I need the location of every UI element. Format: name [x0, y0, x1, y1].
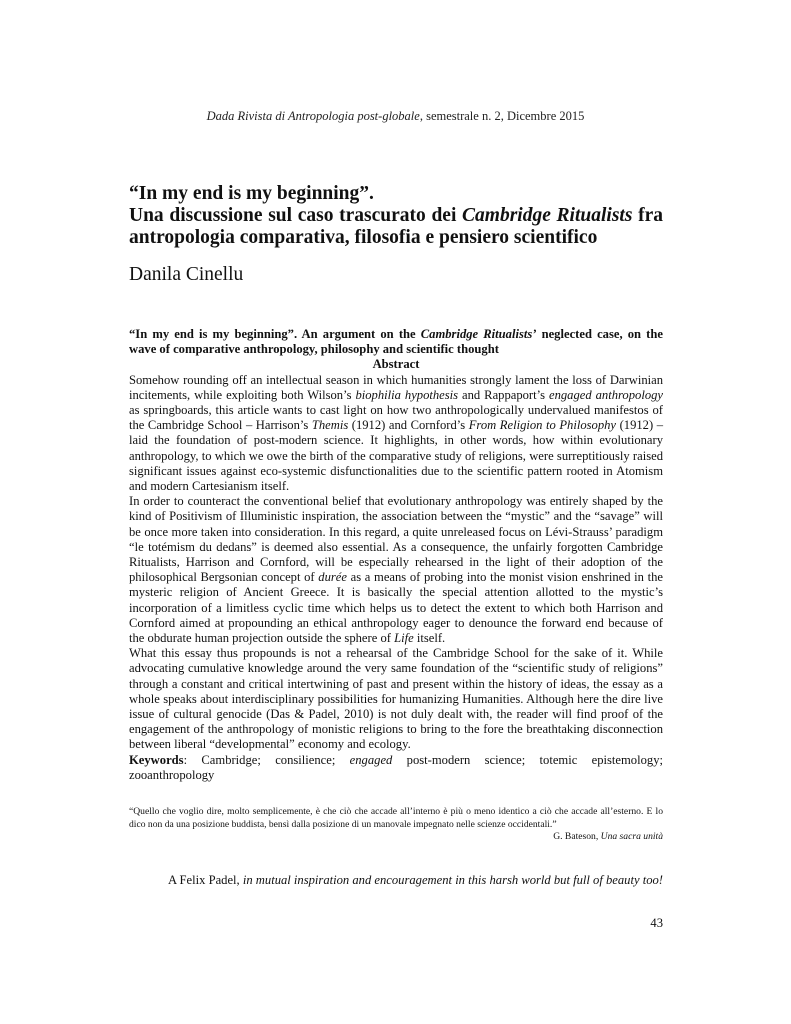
p2-text-3: itself.	[413, 631, 446, 646]
abstract-paragraph-1	[129, 373, 663, 495]
p1-text-1: Somehow rounding off an intellectual season in which humanities strongly lament the loss of Darwinian incitements, while exploiting both Wilson’s	[129, 372, 663, 402]
journal-name: Dada Rivista di Antropologia post-globale	[206, 109, 420, 123]
p2-text-2: as a means of probing into the monist vision enshrined in the mysteric religion of Ancient Greece. It is basically the special attention allotted to the mystic’s incorporation of a limitless cyclic time which helps us to detect the extent to which both Harrison and Cornford aimed at propounding an ethical anthropology eager to denounce the forward end because of the obdurate human projection outside the sphere of	[129, 570, 663, 646]
keywords-label: Keywords	[129, 752, 184, 767]
p2-italic-2: Life	[394, 631, 414, 646]
abstract-title	[129, 327, 663, 357]
abstract-heading: Abstract	[372, 357, 420, 372]
journal-issue: , semestrale n. 2, Dicembre 2015	[419, 109, 585, 123]
p1-text-3: as springboards, this article wants to cast light on how two anthropologically undervalued manifestos of the Cambridge School – Harrison’s	[129, 403, 663, 433]
abstract-title-prefix: “In my end is my beginning”. An argument on the	[129, 327, 421, 341]
keywords-text-2: post-modern science; totemic epistemology; zooanthropology	[129, 752, 663, 782]
epigraph-author: G. Bateson,	[553, 831, 601, 842]
abstract-title-italic: Cambridge Ritualists’	[420, 327, 537, 341]
p1-italic-4: From Religion to Philosophy	[468, 418, 617, 433]
title-line-3: antropologia comparativa, filosofia e pensiero scientifico	[129, 227, 598, 248]
p2-text-1: In order to counteract the conventional belief that evolutionary anthropology was entirely shaped by the kind of Positivism of Illuministic inspiration, the association between the “mystic” and the “savage” will be once more taken into consideration. In this regard, a quite unreleased focus on Lévi-Strauss’ paradigm “le totémism du dedans” is deemed also essential. As a consequence, the unfairly forgotten Cambridge Ritualists, Harrison and Cornford, will be especially rehearsed in the light of their adoption of the philosophical Bergsonian concept of	[129, 494, 663, 585]
p1-text-5: (1912) – laid the foundation of post-modern science. It highlights, in other words, how within evolutionary anthropology, to which we owe the birth of the comparative study of religions, were surreptitiously raised significant issues against eco-systemic disfunctionalities due to the scientific pattern rooted in Atomism and modern Cartesianism itself.	[129, 418, 663, 494]
page-number: 43	[650, 916, 663, 930]
abstract-section	[129, 327, 663, 783]
dedication-prefix: A Felix Padel,	[167, 873, 243, 887]
keywords	[129, 753, 663, 783]
epigraph-source	[129, 831, 663, 844]
title-line-2	[129, 205, 663, 227]
p2-italic-1: durée	[318, 570, 347, 585]
title-line-2-italic: Cambridge Ritualists	[462, 205, 633, 226]
epigraph-work: Una sacra unità	[600, 831, 663, 842]
journal-header	[0, 109, 791, 124]
abstract-paragraph-2	[129, 494, 663, 646]
epigraph-quote: “Quello che voglio dire, molto semplicemente, è che ciò che accade all’interno è più o meno identico a ciò che accade all’esterno. E lo dico non da una posizione buddista, bensì dalla posizione di un manovale impegnato nelle scienze occidentali.”	[129, 806, 663, 830]
p1-italic-2: engaged anthropology	[548, 387, 663, 402]
author-name: Danila Cinellu	[129, 264, 244, 285]
abstract-paragraph-3: What this essay thus propounds is not a rehearsal of the Cambridge School for the sake of it. While advocating cumulative knowledge around the very same foundation of the “scientific study of religions” through a constant and critical intertwining of past and present within the history of ideas, the essay as a whole speaks about interdisciplinary possibilities for humanizing Humanities. Although here the dire live issue of cultural genocide (Das & Padel, 2010) is not duly dealt with, the reader will find proof of the engagement of the anthropology of monistic religions to bring to the fore the breathtaking disconnection between liberal “developmental” economy and ecology.	[129, 646, 663, 752]
keywords-italic: engaged	[349, 752, 393, 767]
title-line-2-suffix: fra	[632, 205, 663, 226]
keywords-text-1: : Cambridge; consilience;	[183, 752, 350, 767]
title-line-1: “In my end is my beginning”.	[129, 183, 374, 204]
p1-italic-3: Themis	[311, 418, 349, 433]
p1-text-2: and Rappaport’s	[458, 387, 549, 402]
abstract-title-suffix: neglected case, on the wave of comparative anthropology, philosophy and scientific thought	[129, 327, 663, 357]
title-line-2-prefix: Una discussione sul caso trascurato dei	[129, 205, 463, 226]
dedication-italic: in mutual inspiration and encouragement in this harsh world but full of beauty too!	[242, 873, 663, 887]
dedication	[129, 873, 663, 888]
article-title	[129, 183, 663, 249]
p1-italic-1: biophilia hypothesis	[355, 387, 459, 402]
epigraph	[129, 806, 663, 844]
p1-text-4: (1912) and Cornford’s	[348, 418, 469, 433]
